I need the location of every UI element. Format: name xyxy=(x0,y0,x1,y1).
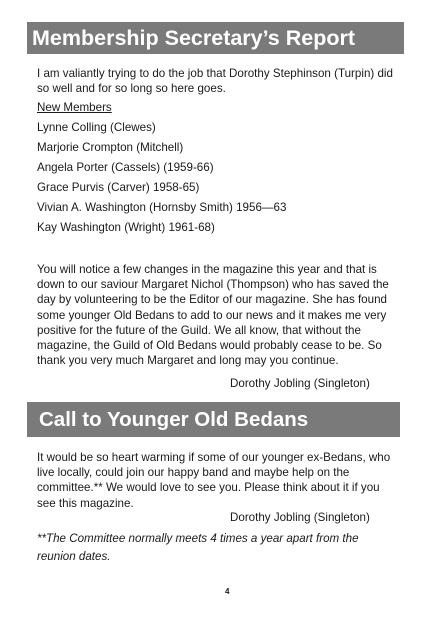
new-members-label: New Members xyxy=(37,101,112,114)
new-member-item: Lynne Colling (Clewes) xyxy=(37,121,156,134)
committee-footnote: **The Committee normally meets 4 times a year apart from the reunion dates. xyxy=(37,532,359,563)
membership-signature: Dorothy Jobling (Singleton) xyxy=(230,377,370,390)
new-member-item: Vivian A. Washington (Hornsby Smith) 1956—63 xyxy=(37,201,287,214)
new-member-item: Grace Purvis (Carver) 1958-65) xyxy=(37,181,200,194)
younger-signature: Dorothy Jobling (Singleton) xyxy=(230,511,370,524)
membership-heading: Membership Secretary’s Report xyxy=(27,22,404,54)
membership-body: You will notice a few changes in the magazine this year and that is down to our saviour Margaret Nichol (Thompson) who has saved the day by volunteering to be the Editor of our magazine. She has found some younger Old Bedans to add to our news and it makes me very positive for the future of the Guild. We all know, that without the magazine, the Guild of Old Bedans would probably cease to be. So thank you very much Margaret and long may you continue. xyxy=(37,263,389,368)
new-member-item: Kay Washington (Wright) 1961-68) xyxy=(37,221,215,234)
membership-intro: I am valiantly trying to do the job that Dorothy Stephinson (Turpin) did so well and for so long so here goes. xyxy=(37,67,393,96)
younger-heading: Call to Younger Old Bedans xyxy=(27,402,400,437)
new-member-item: Marjorie Crompton (Mitchell) xyxy=(37,141,184,154)
younger-body: It would be so heart warming if some of our younger ex-Bedans, who live locally, could join our happy band and maybe help on the committee.** We would love to see you. Please think about it if you see this magazine. xyxy=(37,451,391,510)
page-number: 4 xyxy=(225,587,230,596)
new-member-item: Angela Porter (Cassels) (1959-66) xyxy=(37,161,214,174)
